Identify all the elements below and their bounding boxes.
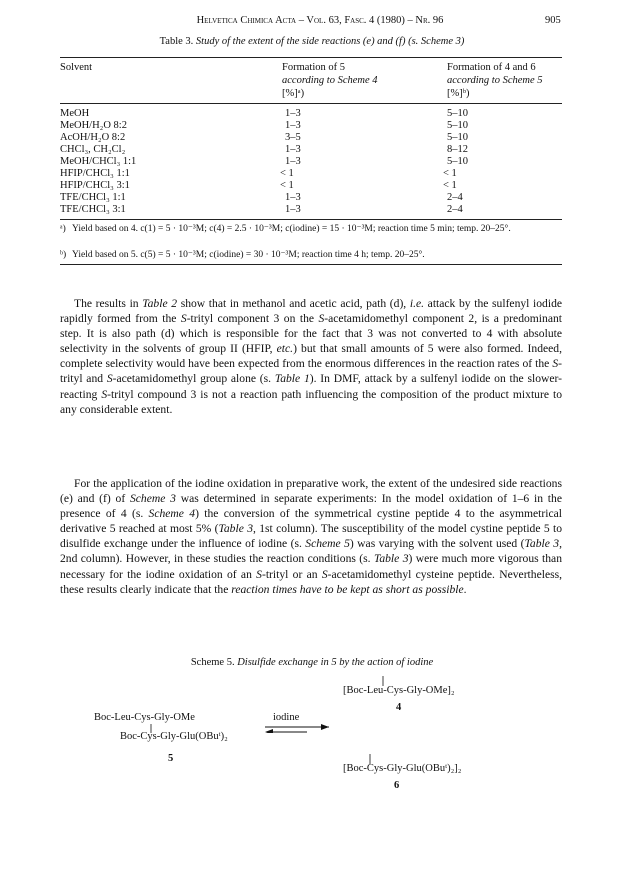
table-bottom-rule — [60, 219, 562, 220]
cell-f46: 2–4 — [447, 192, 463, 203]
table-top-rule — [60, 57, 562, 58]
reagent-label: iodine — [273, 712, 300, 723]
table-label: Table 3. — [159, 36, 194, 47]
table-row — [60, 132, 562, 144]
product-bottom-number: 6 — [394, 780, 400, 791]
footnote-b-mark: ᵇ) — [60, 250, 67, 260]
disulfide-bond-line — [148, 724, 154, 733]
reactant-top: Boc-Leu-Cys-Gly-OMe — [94, 712, 195, 723]
cell-f5: 1–3 — [285, 144, 301, 155]
cell-f5: < 1 — [280, 180, 294, 191]
cell-solvent: MeOH — [60, 108, 90, 119]
cell-f5: 1–3 — [285, 120, 301, 131]
table-row — [60, 168, 562, 180]
header-f5-line2: according to Scheme 4 — [282, 75, 378, 86]
cell-f46: 2–4 — [447, 204, 463, 215]
cell-f46: 8–12 — [447, 144, 468, 155]
cell-solvent: TFE/CHCl₃ 1:1 — [60, 192, 126, 203]
reactant-number: 5 — [168, 753, 174, 764]
table-row — [60, 144, 562, 156]
footnote-a-text: Yield based on 4. c(1) = 5 · 10⁻³M; c(4) = 2.5 · 10⁻³M; c(iodine) = 15 · 10⁻³M; reaction time 5 min; temp. 20–25°. — [72, 224, 511, 234]
cell-solvent: MeOH/H₂O 8:2 — [60, 120, 127, 131]
cell-solvent: TFE/CHCl₃ 3:1 — [60, 204, 126, 215]
cell-solvent: AcOH/H₂O 8:2 — [60, 132, 126, 143]
paragraph-2: For the application of the iodine oxidation in preparative work, the extent of the undesired side reactions (e) and (f) of Scheme 3 was determined in separate experiments: In the model oxidation of 1–6 in the presence of 4 (s. Scheme 4) the conversion of the symmetrical cystine peptide 4 to the asymmetrical derivative 5 reached at most 5% (Table 3, 1st column). The susceptibility of the model cystine peptide 5 to disulfide exchange under the influence of iodine (s. Scheme 5) was varying with the solvent used (Table 3, 2nd column). However, in these studies the reaction conditions (s. Table 3) were much more vigorous than necessary for the iodine oxidation of an S-trityl or an S-acetamidomethyl cysteine peptide. Nevertheless, these results clearly indicate that the reaction times have to be kept as short as possible. — [60, 477, 563, 596]
header-f5-line3: [%]ᵃ) — [282, 88, 305, 99]
cell-f5: 1–3 — [285, 204, 301, 215]
header-f46-line3: [%]ᵇ) — [447, 88, 470, 99]
cell-f46: 5–10 — [447, 108, 468, 119]
header-f5-line1: Formation of 5 — [282, 62, 345, 73]
reactant-bottom: Boc-Cys-Gly-Glu(OBuᵗ)₂ — [120, 731, 228, 742]
cell-f5: 1–3 — [285, 108, 301, 119]
cell-f5: 1–3 — [285, 192, 301, 203]
cell-solvent: HFIP/CHCl₃ 1:1 — [60, 168, 130, 179]
product-top-number: 4 — [396, 702, 402, 713]
table-title: Study of the extent of the side reactions (e) and (f) (s. Scheme 3) — [195, 36, 465, 47]
table-row — [60, 180, 562, 192]
header-f46-line2: according to Scheme 5 — [447, 75, 543, 86]
cell-f46: 5–10 — [447, 156, 468, 167]
footnote-bottom-rule — [60, 264, 562, 265]
cell-f46: < 1 — [443, 168, 457, 179]
cell-solvent: CHCl₃, CH₂Cl₂ — [60, 144, 126, 155]
paragraph-1: The results in Table 2 show that in methanol and acetic acid, path (d), i.e. attack by the sulfenyl iodide rapidly formed from the S-trityl component 3 on the S-acetamidomethyl component 2, is a predominant step. It is also path (d) which is responsible for the fact that 3 was not converted to 4 with absolute selectivity in the solvents of group II (HFIP, etc.) but that small amounts of 5 were also formed. Indeed, complete selectivity would have been expected from the enormous differences in the reaction rates of the S-trityl and S-acetamidomethyl group alone (s. Table 1). In DMF, attack by a sulfenyl iodide on the slower-reacting S-trityl compound 3 is not a reaction path influencing the composition of the product mixture to any considerable extent. — [60, 297, 563, 416]
cell-f46: < 1 — [443, 180, 457, 191]
header-solvent: Solvent — [60, 62, 93, 73]
cell-solvent: HFIP/CHCl₃ 3:1 — [60, 180, 130, 191]
journal-title: Helvetica Chimica Acta – Vol. 63, Fasc. 4 (1980) – Nr. 96 — [196, 15, 444, 26]
cell-f46: 5–10 — [447, 132, 468, 143]
scheme-caption — [0, 657, 624, 668]
scheme-label: Scheme 5. — [190, 657, 235, 668]
footnote-a-mark: ᵃ) — [60, 224, 66, 234]
page-number: 905 — [545, 15, 561, 26]
table-row — [60, 120, 562, 132]
table-row — [60, 192, 562, 204]
table-row — [60, 156, 562, 168]
table-caption — [0, 36, 624, 47]
cell-solvent: MeOH/CHCl₃ 1:1 — [60, 156, 137, 167]
cell-f5: < 1 — [280, 168, 294, 179]
footnote-a — [60, 223, 562, 247]
table-header-rule — [60, 103, 562, 104]
footnote-b-text: Yield based on 5. c(5) = 5 · 10⁻³M; c(iodine) = 30 · 10⁻³M; reaction time 4 h; temp. 20–25°. — [72, 250, 425, 260]
table-row — [60, 108, 562, 120]
cell-f5: 1–3 — [285, 156, 301, 167]
header-formation-5 — [282, 61, 378, 100]
product-bottom: [Boc-Cys-Gly-Glu(OBuᵗ)₂]₂ — [343, 763, 462, 774]
equilibrium-arrow-icon — [263, 713, 333, 733]
cell-f5: 3–5 — [285, 132, 301, 143]
footnote-b — [60, 249, 562, 261]
cell-f46: 5–10 — [447, 120, 468, 131]
header-formation-4-6 — [447, 61, 543, 100]
scheme-title: Disulfide exchange in 5 by the action of iodine — [237, 657, 434, 668]
table-row — [60, 204, 562, 216]
header-f46-line1: Formation of 4 and 6 — [447, 62, 536, 73]
product-top: [Boc-Leu-Cys-Gly-OMe]₂ — [343, 685, 455, 696]
